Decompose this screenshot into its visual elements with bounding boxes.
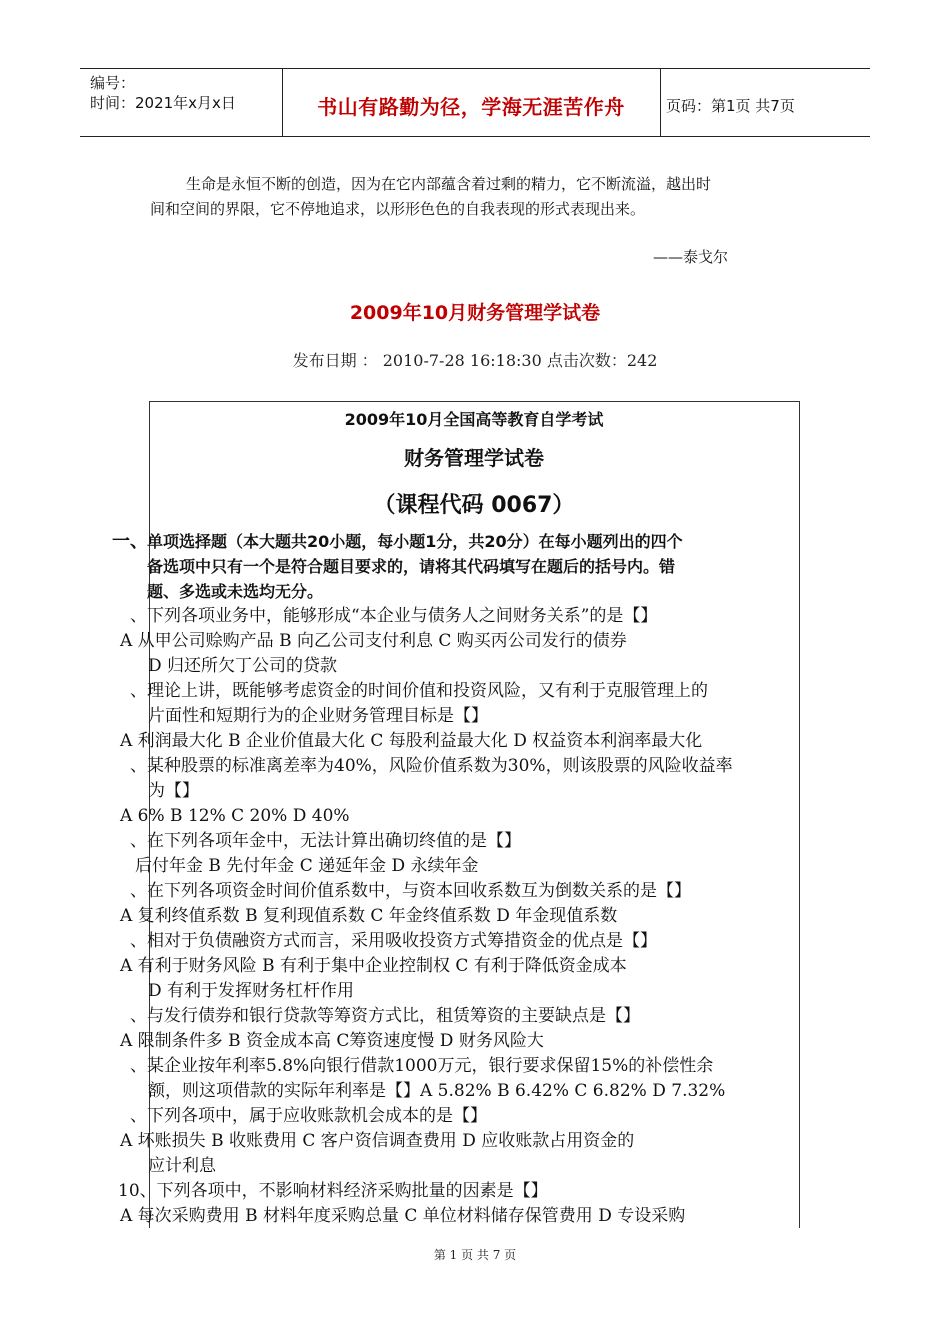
question-5: 、在下列各项资金时间价值系数中，与资本回收系数互为倒数关系的是【】 <box>130 881 691 901</box>
question-6: 、相对于负债融资方式而言，采用吸收投资方式筹措资金的优点是【】 <box>130 931 657 951</box>
header-top-rule <box>80 68 870 69</box>
question-1: 、下列各项业务中，能够形成“本企业与债务人之间财务关系”的是【】 <box>130 606 658 626</box>
question-10: 10、下列各项中，不影响材料经济采购批量的因素是【】 <box>118 1181 548 1201</box>
section-instruction-line-3: 题、多选或未选均无分。 <box>147 582 324 601</box>
quote-line-2: 间和空间的界限，它不停地追求，以形形色色的自我表现的形式表现出来。 <box>150 200 646 218</box>
document-title: 2009年10月财务管理学试卷 <box>349 302 601 324</box>
section-prefix: 一、 <box>112 531 148 552</box>
header-bottom-rule <box>80 136 870 137</box>
question-6-options: A 有利于财务风险 B 有利于集中企业控制权 C 有利于降低资金成本 <box>120 956 627 976</box>
question-4: 、在下列各项年金中，无法计算出确切终值的是【】 <box>130 831 521 851</box>
header-motto: 书山有路勤为径，学海无涯苦作舟 <box>317 95 625 119</box>
question-2: 、理论上讲，既能够考虑资金的时间价值和投资风险，又有利于克服管理上的 <box>130 681 708 701</box>
question-8-cont: 额，则这项借款的实际年利率是【】A 5.82% B 6.42% C 6.82% D 7.32% <box>148 1081 726 1101</box>
question-2-cont: 片面性和短期行为的企业财务管理目标是【】 <box>148 706 488 726</box>
header-divider-right <box>660 68 661 136</box>
question-9-options-cont: 应计利息 <box>148 1156 216 1176</box>
header-number: 编号： <box>90 74 136 92</box>
question-6-options-cont: D 有利于发挥财务杠杆作用 <box>148 981 355 1001</box>
quote-author: ——泰戈尔 <box>652 248 728 266</box>
question-9-options: A 坏账损失 B 收账费用 C 客户资信调查费用 D 应收账款占用资金的 <box>120 1131 635 1151</box>
question-7: 、与发行债券和银行贷款等筹资方式比，租赁筹资的主要缺点是【】 <box>130 1006 640 1026</box>
question-1-options: A 从甲公司赊购产品 B 向乙公司支付利息 C 购买丙公司发行的债券 <box>120 631 627 651</box>
exam-subject: 财务管理学试卷 <box>404 446 544 470</box>
question-10-options: A 每次采购费用 B 材料年度采购总量 C 单位材料储存保管费用 D 专设采购 <box>120 1206 686 1226</box>
question-3-cont: 为【】 <box>148 781 199 801</box>
section-instruction-line-2: 备选项中只有一个是符合题目要求的，请将其代码填写在题后的括号内。错 <box>147 557 676 576</box>
exam-heading: 2009年10月全国高等教育自学考试 <box>344 410 604 429</box>
question-3: 、某种股票的标准离差率为40%，风险价值系数为30%，则该股票的风险收益率 <box>130 756 733 776</box>
question-1-options-cont: D 归还所欠丁公司的贷款 <box>148 656 338 676</box>
question-5-options: A 复利终值系数 B 复利现值系数 C 年金终值系数 D 年金现值系数 <box>120 906 618 926</box>
question-4-options: 后付年金 B 先付年金 C 递延年金 D 永续年金 <box>135 856 479 876</box>
page-footer: 第 1 页 共 7 页 <box>433 1248 517 1262</box>
header-page-label: 页码：第1页 共7页 <box>666 97 795 115</box>
header-date: 时间：2021年x月x日 <box>90 94 236 112</box>
question-7-options: A 限制条件多 B 资金成本高 C筹资速度慢 D 财务风险大 <box>120 1031 544 1051</box>
question-8: 、某企业按年利率5.8%向银行借款1000万元，银行要求保留15%的补偿性余 <box>130 1056 714 1076</box>
quote-line-1: 生命是永恒不断的创造，因为在它内部蕴含着过剩的精力，它不断流溢，越出时 <box>186 175 712 193</box>
question-9: 、下列各项中，属于应收账款机会成本的是【】 <box>130 1106 487 1126</box>
question-3-options: A 6% B 12% C 20% D 40% <box>120 806 350 826</box>
section-instruction-line-1: 单项选择题（本大题共20小题，每小题1分，共20分）在每小题列出的四个 <box>147 532 683 551</box>
question-2-options: A 利润最大化 B 企业价值最大化 C 每股利益最大化 D 权益资本利润率最大化 <box>120 731 703 751</box>
publish-info: 发布日期 ： 2010-7-28 16:18:30 点击次数：242 <box>292 351 658 370</box>
exam-course-code: （课程代码 0067） <box>373 493 575 518</box>
